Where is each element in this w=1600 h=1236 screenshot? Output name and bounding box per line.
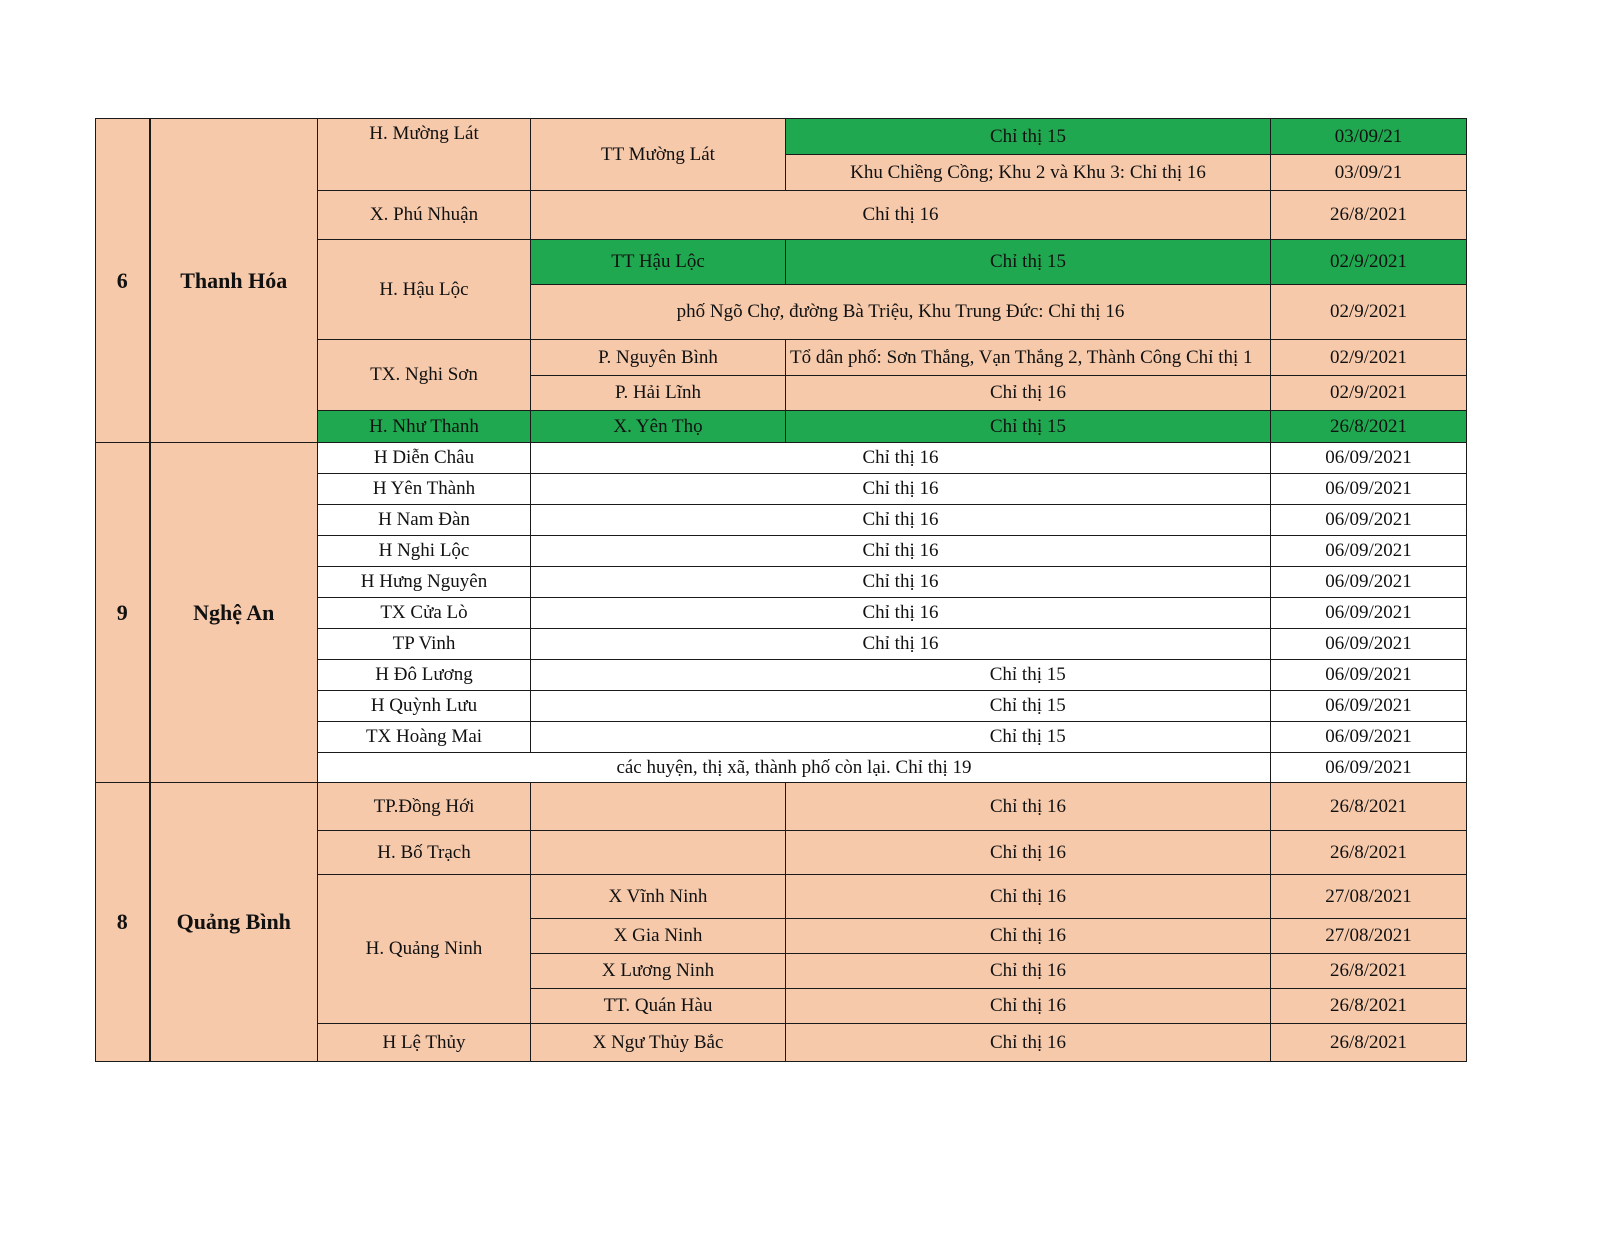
district-cell: H Đô Lương [318, 660, 531, 691]
table-row [96, 783, 1467, 831]
measure-cell: Chỉ thị 16 [786, 989, 1271, 1024]
district-cell: TP.Đồng Hới [318, 783, 531, 831]
district-cell: H Diễn Châu [318, 443, 531, 474]
date-cell: 02/9/2021 [1271, 285, 1467, 340]
district-cell: H Quỳnh Lưu [318, 691, 531, 722]
date-cell: 26/8/2021 [1271, 1024, 1467, 1062]
unit-cell: TT. Quán Hàu [531, 989, 786, 1024]
date-cell: 06/09/2021 [1271, 536, 1467, 567]
measure-cell: Tổ dân phố: Sơn Thắng, Vạn Thắng 2, Thành Công Chỉ thị 1 [786, 340, 1271, 376]
district-cell: H Yên Thành [318, 474, 531, 505]
table-row [96, 119, 1467, 155]
date-cell: 26/8/2021 [1271, 411, 1467, 443]
district-cell: H. Quảng Ninh [318, 875, 531, 1024]
unit-cell: TT Mường Lát [531, 119, 786, 191]
date-cell: 03/09/21 [1271, 155, 1467, 191]
measure-cell: Chỉ thị 15 [786, 691, 1271, 722]
measure-cell: Chỉ thị 15 [786, 722, 1271, 753]
district-cell: H Lệ Thủy [318, 1024, 531, 1062]
unit-cell: TT Hậu Lộc [531, 240, 786, 285]
unit-cell: X Ngư Thủy Bắc [531, 1024, 786, 1062]
measure-cell: Chỉ thị 16 [786, 376, 1271, 411]
date-cell: 26/8/2021 [1271, 954, 1467, 989]
province-name: Nghệ An [150, 443, 318, 783]
restriction-table [95, 118, 1467, 1062]
date-cell: 27/08/2021 [1271, 875, 1467, 919]
province-name: Quảng Bình [150, 783, 318, 1062]
district-cell: H. Bố Trạch [318, 831, 531, 875]
unit-cell: P. Hải Lĩnh [531, 376, 786, 411]
measure-cell: Chỉ thị 16 [531, 629, 1271, 660]
measure-cell: Khu Chiềng Cồng; Khu 2 và Khu 3: Chỉ thị 16 [786, 155, 1271, 191]
measure-cell: Chỉ thị 16 [531, 191, 1271, 240]
measure-cell: Chỉ thị 16 [531, 474, 1271, 505]
date-cell: 02/9/2021 [1271, 340, 1467, 376]
district-cell: H. Như Thanh [318, 411, 531, 443]
date-cell: 06/09/2021 [1271, 567, 1467, 598]
measure-cell: Chỉ thị 16 [531, 505, 1271, 536]
measure-cell: Chỉ thị 16 [786, 919, 1271, 954]
province-number: 8 [96, 783, 150, 1062]
date-cell: 06/09/2021 [1271, 629, 1467, 660]
date-cell: 06/09/2021 [1271, 691, 1467, 722]
district-cell: X. Phú Nhuận [318, 191, 531, 240]
province-number: 6 [96, 119, 150, 443]
unit-cell-empty [531, 722, 786, 753]
district-cell: TX Hoàng Mai [318, 722, 531, 753]
date-cell: 06/09/2021 [1271, 474, 1467, 505]
unit-cell [531, 831, 786, 875]
measure-cell: Chỉ thị 15 [786, 119, 1271, 155]
measure-cell: Chỉ thị 15 [786, 660, 1271, 691]
measure-cell: Chỉ thị 16 [786, 783, 1271, 831]
date-cell: 26/8/2021 [1271, 831, 1467, 875]
remaining-measure-cell: các huyện, thị xã, thành phố còn lại. Chỉ thị 19 [318, 753, 1271, 783]
measure-cell: Chỉ thị 16 [786, 875, 1271, 919]
unit-cell [531, 783, 786, 831]
district-cell: TX Cửa Lò [318, 598, 531, 629]
unit-cell: X Vĩnh Ninh [531, 875, 786, 919]
province-name: Thanh Hóa [150, 119, 318, 443]
district-cell: TX. Nghi Sơn [318, 340, 531, 411]
unit-cell: X Gia Ninh [531, 919, 786, 954]
date-cell: 02/9/2021 [1271, 240, 1467, 285]
date-cell: 03/09/21 [1271, 119, 1467, 155]
measure-cell: Chỉ thị 16 [786, 954, 1271, 989]
unit-cell: X Lương Ninh [531, 954, 786, 989]
measure-cell: Chỉ thị 16 [786, 831, 1271, 875]
date-cell: 06/09/2021 [1271, 505, 1467, 536]
district-cell: H Nghi Lộc [318, 536, 531, 567]
district-cell: H Hưng Nguyên [318, 567, 531, 598]
date-cell: 26/8/2021 [1271, 783, 1467, 831]
date-cell: 26/8/2021 [1271, 989, 1467, 1024]
date-cell: 06/09/2021 [1271, 660, 1467, 691]
district-cell: H Nam Đàn [318, 505, 531, 536]
unit-cell-empty [531, 660, 786, 691]
measure-cell: Chỉ thị 15 [786, 240, 1271, 285]
district-cell: H. Hậu Lộc [318, 240, 531, 340]
date-cell: 02/9/2021 [1271, 376, 1467, 411]
province-number: 9 [96, 443, 150, 783]
district-cell: TP Vinh [318, 629, 531, 660]
date-cell: 06/09/2021 [1271, 443, 1467, 474]
measure-cell: Chỉ thị 16 [531, 443, 1271, 474]
spreadsheet [95, 118, 1467, 1062]
measure-cell: Chỉ thị 16 [786, 1024, 1271, 1062]
unit-cell: X. Yên Thọ [531, 411, 786, 443]
date-cell: 06/09/2021 [1271, 722, 1467, 753]
date-cell: 27/08/2021 [1271, 919, 1467, 954]
measure-cell: Chỉ thị 15 [786, 411, 1271, 443]
district-cell: H. Mường Lát [318, 119, 531, 191]
measure-cell: phố Ngõ Chợ, đường Bà Triệu, Khu Trung Đức: Chỉ thị 16 [531, 285, 1271, 340]
unit-cell-empty [531, 691, 786, 722]
date-cell: 26/8/2021 [1271, 191, 1467, 240]
table-row [96, 443, 1467, 474]
date-cell: 06/09/2021 [1271, 753, 1467, 783]
measure-cell: Chỉ thị 16 [531, 536, 1271, 567]
measure-cell: Chỉ thị 16 [531, 598, 1271, 629]
unit-cell: P. Nguyên Bình [531, 340, 786, 376]
date-cell: 06/09/2021 [1271, 598, 1467, 629]
measure-cell: Chỉ thị 16 [531, 567, 1271, 598]
